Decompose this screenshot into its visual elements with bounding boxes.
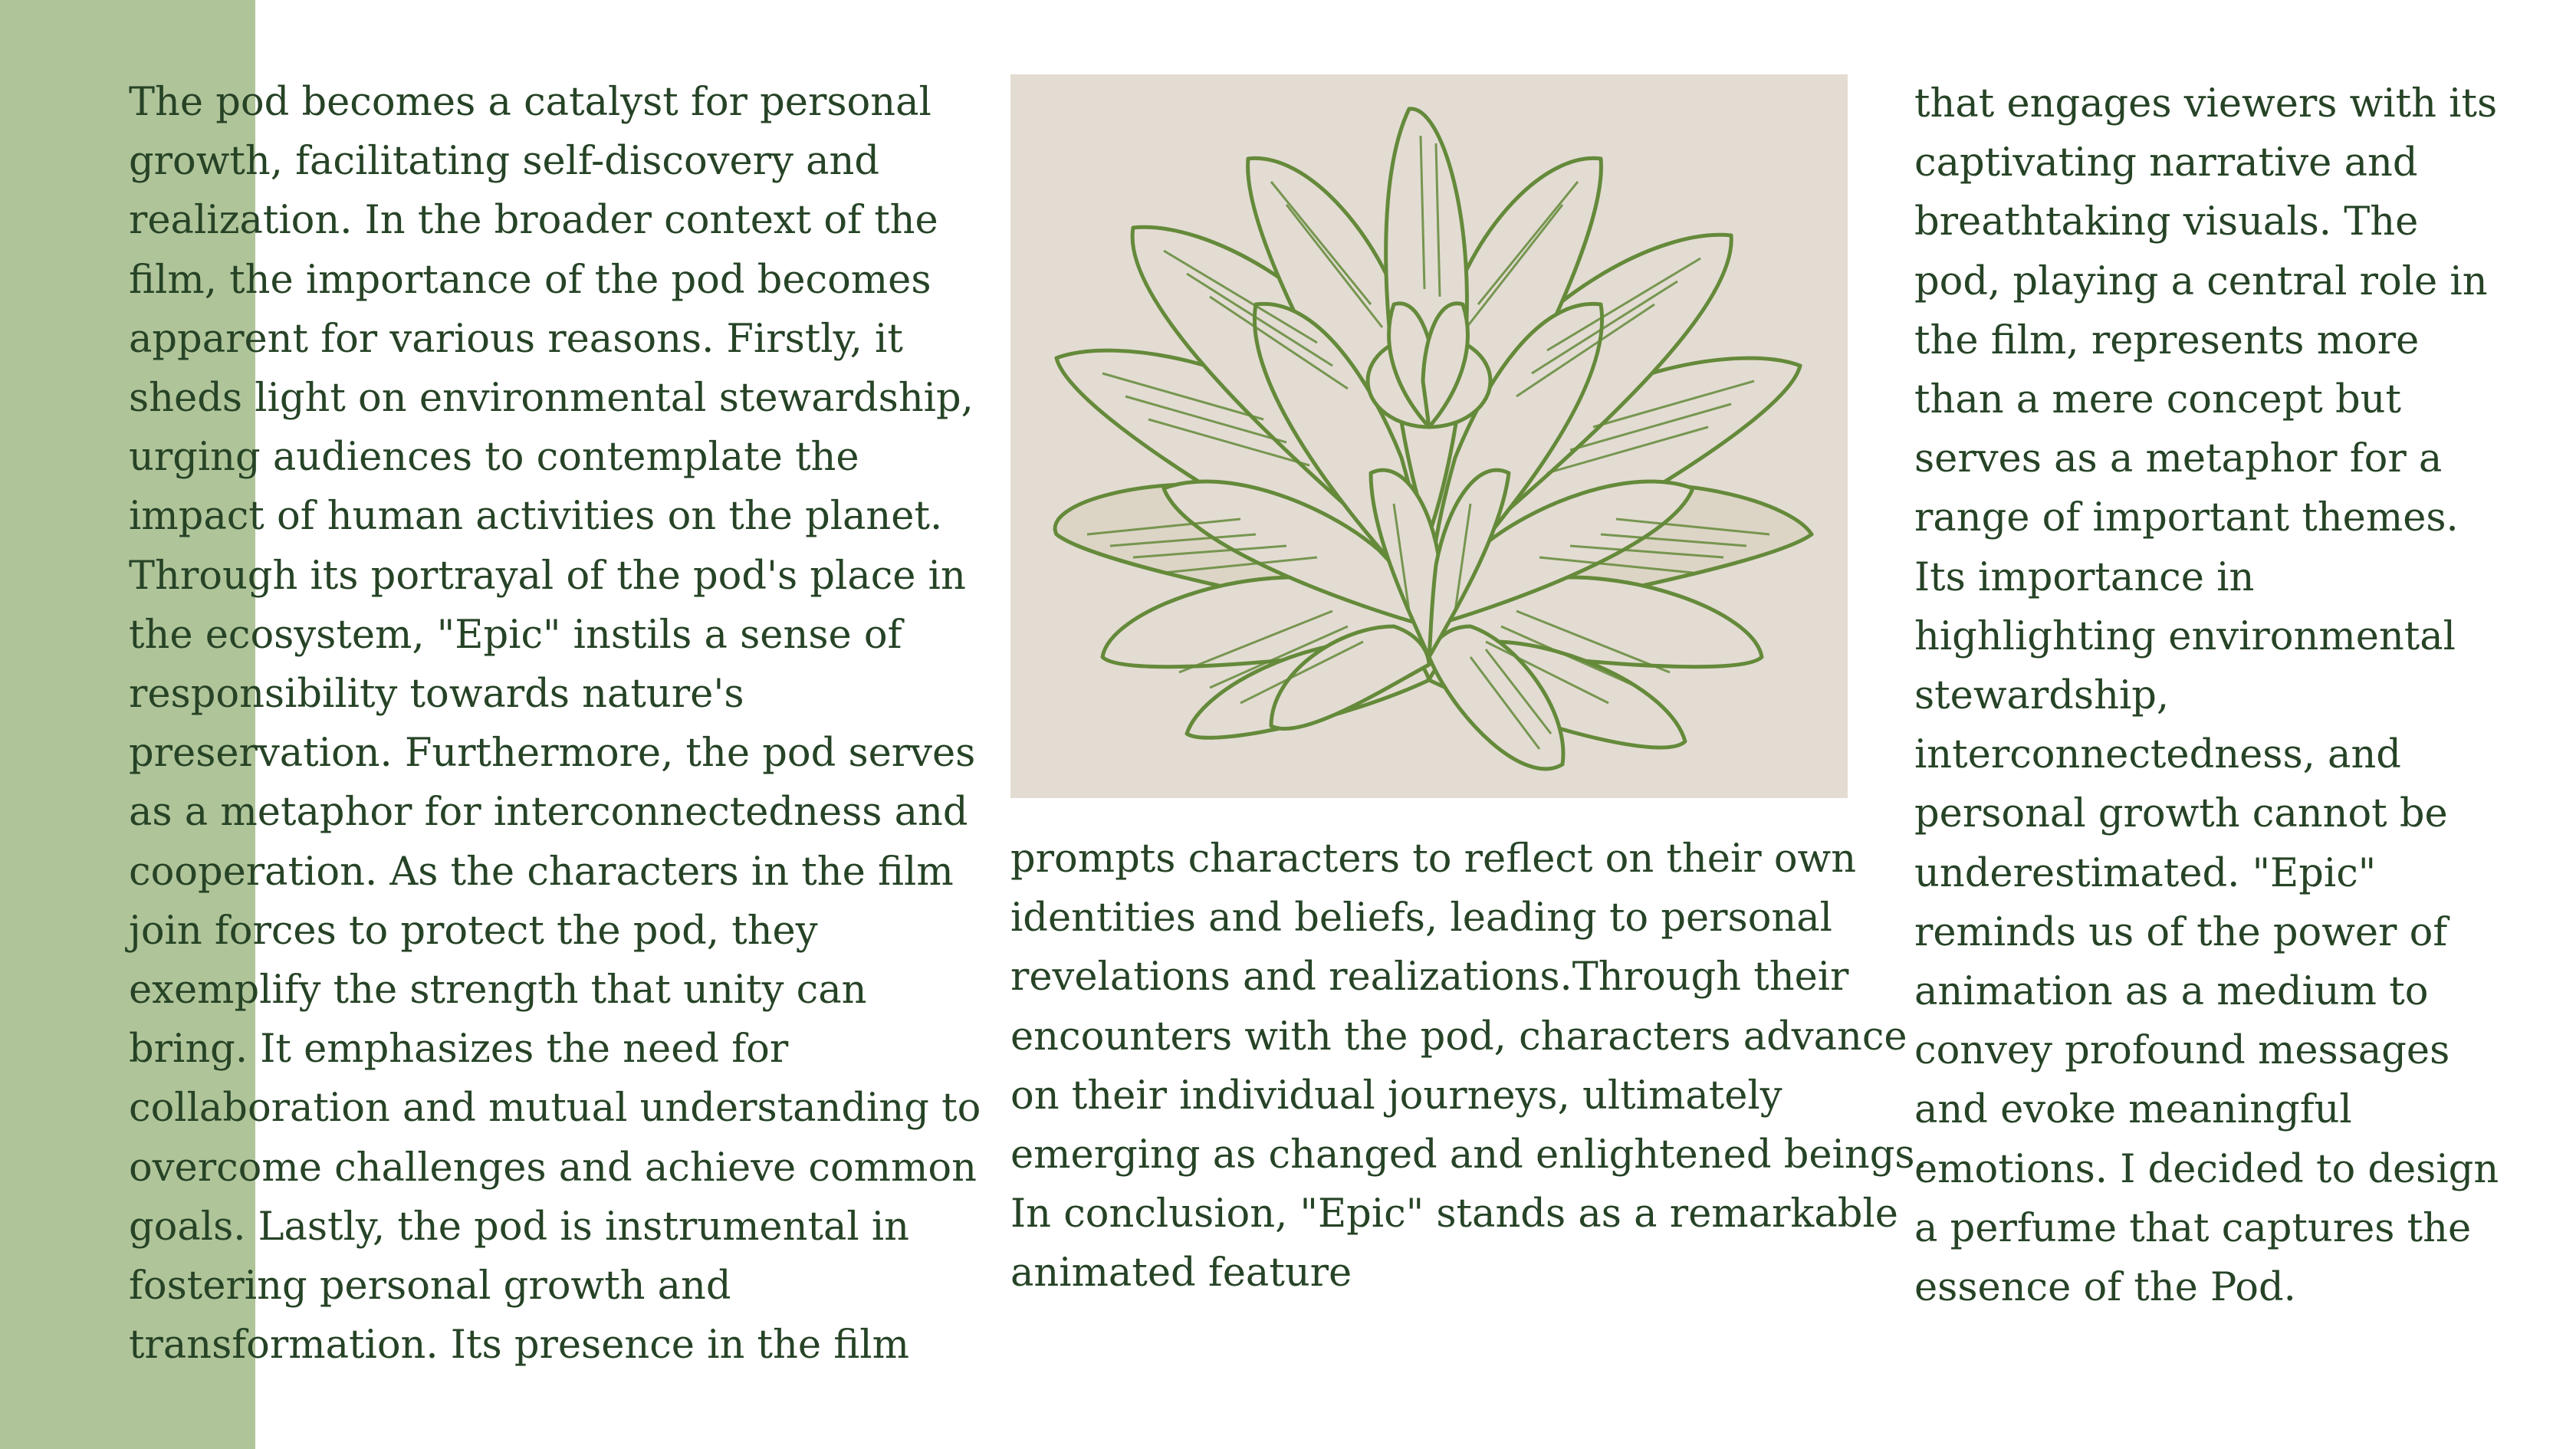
text-column-right <box>1914 74 2499 1317</box>
text-line: transformation. Its presence in the film <box>129 1322 909 1368</box>
text-line: impact of human activities on the planet. <box>129 494 943 540</box>
text-line: captivating narrative and <box>1914 140 2418 186</box>
text-line: the ecosystem, "Epic" instils a sense of <box>129 612 902 658</box>
text-line: Through its portrayal of the pod's place in <box>129 553 966 599</box>
lotus-flower-icon <box>1010 74 1848 798</box>
text-line: and evoke meaningful <box>1914 1087 2352 1133</box>
text-line: serves as a metaphor for a <box>1914 436 2443 482</box>
text-line: breathtaking visuals. The <box>1914 199 2419 245</box>
text-line: a perfume that captures the <box>1914 1205 2472 1251</box>
text-line: The pod becomes a catalyst for personal <box>129 80 932 125</box>
text-line: urging audiences to contemplate the <box>129 435 859 481</box>
text-line: bring. It emphasizes the need for <box>129 1027 789 1073</box>
text-line: overcome challenges and achieve common <box>129 1145 977 1191</box>
text-line: personal growth cannot be <box>1914 791 2448 837</box>
text-line: cooperation. As the characters in the film <box>129 849 954 895</box>
text-line: emotions. I decided to design <box>1914 1146 2499 1192</box>
text-line: emerging as changed and enlightened beings. <box>1010 1132 1927 1178</box>
text-line: the film, represents more <box>1914 317 2420 363</box>
text-line: exemplify the strength that unity can <box>129 968 867 1014</box>
text-line: responsibility towards nature's <box>129 672 744 718</box>
text-line: essence of the Pod. <box>1914 1265 2296 1311</box>
text-line: pod, playing a central role in <box>1914 258 2488 304</box>
text-line: convey profound messages <box>1914 1028 2450 1074</box>
text-line: preservation. Furthermore, the pod serves <box>129 731 976 777</box>
text-line: on their individual journeys, ultimately <box>1010 1073 1783 1119</box>
text-line: animation as a medium to <box>1914 969 2429 1015</box>
text-line: film, the importance of the pod becomes <box>129 257 932 303</box>
text-line: identities and beliefs, leading to personal <box>1010 895 1832 941</box>
text-line: sheds light on environmental stewardship, <box>129 376 974 422</box>
text-line: Its importance in <box>1914 554 2255 600</box>
text-line: underestimated. "Epic" <box>1914 850 2377 896</box>
lotus-illustration <box>1010 74 1848 798</box>
text-line: In conclusion, "Epic" stands as a remarkable <box>1010 1191 1898 1237</box>
text-column-middle <box>1010 830 1927 1303</box>
text-line: than a mere concept but <box>1914 377 2401 423</box>
text-line: that engages viewers with its <box>1914 81 2498 127</box>
text-line: encounters with the pod, characters advance <box>1010 1014 1907 1060</box>
text-line: goals. Lastly, the pod is instrumental in <box>129 1204 910 1250</box>
text-column-left <box>129 73 981 1375</box>
text-line: reminds us of the power of <box>1914 909 2448 955</box>
text-line: collaboration and mutual understanding to <box>129 1086 981 1132</box>
text-line: animated feature <box>1010 1250 1352 1296</box>
text-line: revelations and realizations.Through their <box>1010 955 1849 1001</box>
text-line: interconnectedness, and <box>1914 732 2401 778</box>
text-line: stewardship, <box>1914 673 2170 719</box>
text-line: join forces to protect the pod, they <box>129 908 818 954</box>
text-line: prompts characters to reflect on their own <box>1010 836 1857 882</box>
text-line: fostering personal growth and <box>129 1263 731 1309</box>
text-line: highlighting environmental <box>1914 613 2456 659</box>
text-line: apparent for various reasons. Firstly, it <box>129 316 903 362</box>
text-line: realization. In the broader context of the <box>129 198 938 244</box>
text-line: range of important themes. <box>1914 495 2459 541</box>
text-line: as a metaphor for interconnectedness and <box>129 790 968 836</box>
text-line: growth, facilitating self-discovery and <box>129 139 879 185</box>
